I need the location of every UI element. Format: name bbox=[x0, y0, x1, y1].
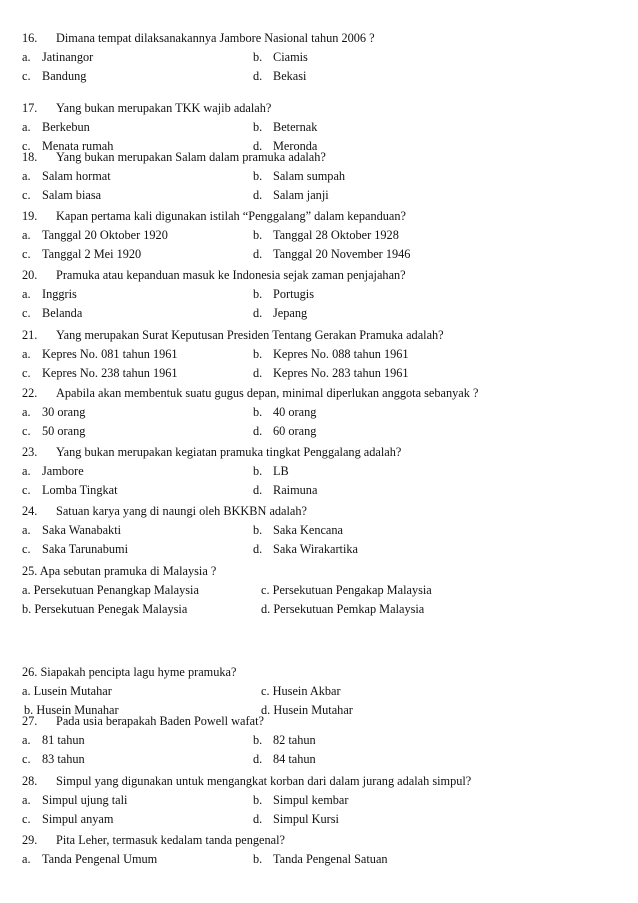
option-text: Salam sumpah bbox=[273, 169, 346, 183]
answer-option[interactable] bbox=[261, 581, 432, 600]
answer-option[interactable] bbox=[22, 347, 178, 361]
question-text: Siapakah pencipta lagu hyme pramuka? bbox=[40, 665, 237, 679]
answer-option[interactable] bbox=[22, 602, 187, 616]
answer-option[interactable] bbox=[253, 118, 317, 137]
option-text: Tanggal 20 Oktober 1920 bbox=[42, 228, 168, 242]
question-line bbox=[22, 772, 621, 791]
option-letter: b. bbox=[253, 523, 263, 537]
option-letter: b. bbox=[253, 169, 263, 183]
answer-option[interactable] bbox=[22, 852, 157, 866]
option-letter: b. bbox=[253, 793, 263, 807]
option-text: Tanggal 20 November 1946 bbox=[273, 247, 411, 261]
option-letter: a. bbox=[22, 347, 31, 361]
question-text: Yang bukan merupakan Salam dalam pramuka adalah? bbox=[56, 150, 326, 164]
option-letter: b. bbox=[253, 120, 263, 134]
option-letter: d. bbox=[253, 542, 263, 556]
option-text: 82 tahun bbox=[273, 733, 316, 747]
option-row bbox=[22, 682, 621, 701]
option-row bbox=[22, 750, 621, 769]
question-number: 21. bbox=[22, 328, 38, 342]
answer-option[interactable] bbox=[22, 405, 85, 419]
option-row bbox=[22, 285, 621, 304]
question-block bbox=[22, 207, 621, 264]
question-line bbox=[22, 99, 621, 118]
option-text: Tanda Pengenal Satuan bbox=[273, 852, 388, 866]
option-row bbox=[22, 521, 621, 540]
option-text: Jambore bbox=[42, 464, 84, 478]
answer-option[interactable] bbox=[22, 228, 168, 242]
option-letter: b. bbox=[24, 703, 34, 717]
question-number: 20. bbox=[22, 268, 38, 282]
option-letter: b. bbox=[253, 287, 263, 301]
answer-option[interactable] bbox=[253, 364, 409, 383]
question-block bbox=[22, 562, 621, 619]
question-text: Pramuka atau kepanduan masuk ke Indonesia sejak zaman penjajahan? bbox=[56, 268, 406, 282]
option-row bbox=[22, 731, 621, 750]
option-letter: a. bbox=[22, 684, 31, 698]
option-letter: c. bbox=[22, 812, 31, 826]
option-text: Meronda bbox=[273, 139, 318, 153]
question-text: Yang merupakan Surat Keputusan Presiden Tentang Gerakan Pramuka adalah? bbox=[56, 328, 444, 342]
question-block bbox=[22, 712, 621, 769]
option-letter: d. bbox=[253, 812, 263, 826]
answer-option[interactable] bbox=[22, 483, 118, 497]
option-letter: d. bbox=[253, 247, 263, 261]
answer-option[interactable] bbox=[22, 188, 101, 202]
option-letter: d. bbox=[253, 139, 263, 153]
answer-option[interactable] bbox=[22, 247, 141, 261]
option-row bbox=[22, 462, 621, 481]
question-line bbox=[22, 502, 621, 521]
option-row bbox=[22, 403, 621, 422]
option-text: Tanggal 28 Oktober 1928 bbox=[273, 228, 399, 242]
option-text: Menata rumah bbox=[42, 139, 114, 153]
answer-option[interactable] bbox=[253, 285, 314, 304]
option-letter: c. bbox=[22, 366, 31, 380]
option-text: Jatinangor bbox=[42, 50, 94, 64]
answer-option[interactable] bbox=[253, 521, 343, 540]
option-letter: c. bbox=[22, 188, 31, 202]
option-text: 50 orang bbox=[42, 424, 86, 438]
option-letter: d. bbox=[253, 188, 263, 202]
answer-option[interactable] bbox=[253, 403, 316, 422]
answer-option[interactable] bbox=[22, 120, 90, 134]
question-number: 29. bbox=[22, 833, 38, 847]
answer-option[interactable] bbox=[253, 731, 316, 750]
answer-option[interactable] bbox=[22, 684, 112, 698]
question-line bbox=[22, 326, 621, 345]
answer-option[interactable] bbox=[22, 793, 127, 807]
question-block bbox=[22, 29, 621, 86]
option-row bbox=[22, 118, 621, 137]
question-number: 27. bbox=[22, 714, 38, 728]
question-number: 18. bbox=[22, 150, 38, 164]
option-row bbox=[22, 791, 621, 810]
answer-option[interactable] bbox=[253, 422, 316, 441]
option-text: Kepres No. 283 tahun 1961 bbox=[273, 366, 409, 380]
question-line bbox=[22, 148, 621, 167]
option-letter: c. bbox=[261, 583, 270, 597]
option-letter: b. bbox=[253, 405, 263, 419]
option-text: 81 tahun bbox=[42, 733, 85, 747]
question-block bbox=[22, 326, 621, 383]
question-text: Satuan karya yang di naungi oleh BKKBN adalah? bbox=[56, 504, 307, 518]
answer-option[interactable] bbox=[22, 287, 77, 301]
option-letter: a. bbox=[22, 228, 31, 242]
option-row bbox=[22, 304, 621, 323]
answer-option[interactable] bbox=[22, 169, 111, 183]
option-letter: c. bbox=[22, 69, 31, 83]
option-row bbox=[22, 167, 621, 186]
answer-option[interactable] bbox=[253, 481, 317, 500]
question-line bbox=[22, 266, 621, 285]
answer-option[interactable] bbox=[253, 226, 399, 245]
option-text: Saka Tarunabumi bbox=[42, 542, 128, 556]
option-letter: c. bbox=[22, 424, 31, 438]
option-letter: c. bbox=[261, 684, 270, 698]
answer-option[interactable] bbox=[253, 67, 306, 86]
option-text: Saka Wanabakti bbox=[42, 523, 122, 537]
option-row bbox=[22, 422, 621, 441]
option-letter: d. bbox=[253, 483, 263, 497]
option-letter: b. bbox=[253, 464, 263, 478]
option-letter: a. bbox=[22, 405, 31, 419]
option-text: Salam hormat bbox=[42, 169, 111, 183]
option-text: Salam janji bbox=[273, 188, 329, 202]
option-letter: a. bbox=[22, 583, 31, 597]
option-letter: a. bbox=[22, 733, 31, 747]
question-number: 19. bbox=[22, 209, 38, 223]
option-row bbox=[22, 481, 621, 500]
option-row bbox=[22, 67, 621, 86]
option-text: Husein Munahar bbox=[36, 703, 119, 717]
option-text: Lomba Tingkat bbox=[42, 483, 118, 497]
answer-option[interactable] bbox=[253, 750, 316, 769]
option-letter: d. bbox=[253, 424, 263, 438]
answer-option[interactable] bbox=[253, 345, 409, 364]
option-letter: b. bbox=[253, 50, 263, 64]
question-number: 16. bbox=[22, 31, 38, 45]
option-letter: b. bbox=[253, 733, 263, 747]
option-row bbox=[22, 186, 621, 205]
option-row bbox=[22, 540, 621, 559]
question-block bbox=[22, 266, 621, 323]
question-text: Yang bukan merupakan TKK wajib adalah? bbox=[56, 101, 272, 115]
question-line bbox=[22, 712, 621, 731]
option-letter: c. bbox=[22, 247, 31, 261]
option-text: Persekutuan Pengakap Malaysia bbox=[272, 583, 432, 597]
answer-option[interactable] bbox=[253, 791, 348, 810]
option-text: Simpul anyam bbox=[42, 812, 114, 826]
option-text: 60 orang bbox=[273, 424, 317, 438]
answer-option[interactable] bbox=[22, 583, 199, 597]
question-text: Pada usia berapakah Baden Powell wafat? bbox=[56, 714, 264, 728]
option-text: Saka Wirakartika bbox=[273, 542, 358, 556]
option-text: Bekasi bbox=[273, 69, 307, 83]
option-letter: b. bbox=[253, 228, 263, 242]
option-text: Portugis bbox=[273, 287, 314, 301]
option-letter: d. bbox=[253, 752, 263, 766]
option-letter: a. bbox=[22, 464, 31, 478]
answer-option[interactable] bbox=[22, 464, 84, 478]
option-text: Lusein Mutahar bbox=[33, 684, 112, 698]
option-text: Persekutuan Penegak Malaysia bbox=[34, 602, 188, 616]
answer-option[interactable] bbox=[22, 366, 178, 380]
option-text: Persekutuan Pemkap Malaysia bbox=[273, 602, 425, 616]
question-text: Simpul yang digunakan untuk mengangkat korban dari dalam jurang adalah simpul? bbox=[56, 774, 472, 788]
answer-option[interactable] bbox=[22, 812, 113, 826]
answer-option[interactable] bbox=[22, 523, 121, 537]
question-block bbox=[22, 148, 621, 205]
option-letter: b. bbox=[253, 852, 263, 866]
option-text: Simpul Kursi bbox=[273, 812, 339, 826]
option-text: LB bbox=[273, 464, 289, 478]
question-text: Pita Leher, termasuk kedalam tanda pengenal? bbox=[56, 833, 285, 847]
question-number: 26. bbox=[22, 665, 38, 679]
question-text: Apa sebutan pramuka di Malaysia ? bbox=[39, 564, 217, 578]
answer-option[interactable] bbox=[253, 167, 345, 186]
option-text: Ciamis bbox=[273, 50, 308, 64]
question-line bbox=[22, 562, 621, 581]
question-line bbox=[22, 207, 621, 226]
option-text: Salam biasa bbox=[42, 188, 102, 202]
option-text: Raimuna bbox=[273, 483, 318, 497]
option-text: 84 tahun bbox=[273, 752, 316, 766]
option-text: Berkebun bbox=[42, 120, 90, 134]
option-text: Persekutuan Penangkap Malaysia bbox=[33, 583, 199, 597]
option-letter: d. bbox=[253, 69, 263, 83]
answer-option[interactable] bbox=[22, 752, 85, 766]
answer-option[interactable] bbox=[22, 306, 82, 320]
option-letter: c. bbox=[22, 306, 31, 320]
option-row bbox=[22, 364, 621, 383]
question-number: 23. bbox=[22, 445, 38, 459]
option-text: Kepres No. 081 tahun 1961 bbox=[42, 347, 178, 361]
answer-option[interactable] bbox=[253, 540, 358, 559]
question-text: Yang bukan merupakan kegiatan pramuka tingkat Penggalang adalah? bbox=[56, 445, 402, 459]
option-text: Kepres No. 088 tahun 1961 bbox=[273, 347, 409, 361]
option-text: Inggris bbox=[42, 287, 77, 301]
question-number: 17. bbox=[22, 101, 38, 115]
question-number: 24. bbox=[22, 504, 38, 518]
option-row bbox=[22, 600, 621, 619]
question-number: 28. bbox=[22, 774, 38, 788]
option-text: Beternak bbox=[273, 120, 318, 134]
option-text: Husein Akbar bbox=[272, 684, 341, 698]
question-text: Kapan pertama kali digunakan istilah “Penggalang” dalam kepanduan? bbox=[56, 209, 406, 223]
question-line bbox=[22, 443, 621, 462]
option-row bbox=[22, 810, 621, 829]
option-letter: d. bbox=[261, 602, 271, 616]
option-text: 30 orang bbox=[42, 405, 86, 419]
answer-option[interactable] bbox=[253, 462, 289, 481]
option-text: Bandung bbox=[42, 69, 87, 83]
answer-option[interactable] bbox=[22, 424, 85, 438]
question-line bbox=[22, 29, 621, 48]
answer-option[interactable] bbox=[253, 304, 307, 323]
option-text: Husein Mutahar bbox=[273, 703, 353, 717]
answer-option[interactable] bbox=[261, 600, 424, 619]
option-letter: a. bbox=[22, 120, 31, 134]
option-row bbox=[22, 245, 621, 264]
answer-option[interactable] bbox=[253, 186, 329, 205]
option-letter: d. bbox=[253, 306, 263, 320]
question-block bbox=[22, 831, 621, 869]
question-text: Apabila akan membentuk suatu gugus depan, minimal diperlukan anggota sebanyak ? bbox=[56, 386, 479, 400]
answer-option[interactable] bbox=[261, 682, 341, 701]
question-block bbox=[22, 502, 621, 559]
option-letter: a. bbox=[22, 287, 31, 301]
option-letter: a. bbox=[22, 50, 31, 64]
question-line bbox=[22, 831, 621, 850]
option-text: Saka Kencana bbox=[273, 523, 343, 537]
question-line bbox=[22, 384, 621, 403]
question-text: Dimana tempat dilaksanakannya Jambore Nasional tahun 2006 ? bbox=[56, 31, 375, 45]
option-text: 83 tahun bbox=[42, 752, 85, 766]
option-letter: c. bbox=[22, 483, 31, 497]
answer-option[interactable] bbox=[22, 69, 86, 83]
option-text: Jepang bbox=[273, 306, 308, 320]
option-row bbox=[22, 48, 621, 67]
question-block bbox=[22, 384, 621, 441]
answer-option[interactable] bbox=[22, 542, 128, 556]
option-text: Kepres No. 238 tahun 1961 bbox=[42, 366, 178, 380]
answer-option[interactable] bbox=[253, 245, 410, 264]
option-text: Simpul kembar bbox=[273, 793, 349, 807]
question-number: 22. bbox=[22, 386, 38, 400]
option-row bbox=[22, 850, 621, 869]
option-letter: a. bbox=[22, 852, 31, 866]
answer-option[interactable] bbox=[22, 733, 85, 747]
option-letter: a. bbox=[22, 169, 31, 183]
option-text: Tanda Pengenal Umum bbox=[42, 852, 158, 866]
option-letter: d. bbox=[261, 703, 271, 717]
option-row bbox=[22, 226, 621, 245]
option-letter: c. bbox=[22, 542, 31, 556]
option-letter: d. bbox=[253, 366, 263, 380]
answer-option[interactable] bbox=[253, 850, 388, 869]
question-block bbox=[22, 772, 621, 829]
option-letter: b. bbox=[22, 602, 32, 616]
question-block bbox=[22, 443, 621, 500]
answer-option[interactable] bbox=[253, 810, 339, 829]
option-letter: b. bbox=[253, 347, 263, 361]
option-row bbox=[22, 345, 621, 364]
question-number: 25. bbox=[22, 564, 38, 578]
answer-option[interactable] bbox=[253, 48, 308, 67]
option-text: Belanda bbox=[42, 306, 83, 320]
option-letter: a. bbox=[22, 793, 31, 807]
question-line bbox=[22, 663, 621, 682]
answer-option[interactable] bbox=[22, 50, 93, 64]
option-letter: a. bbox=[22, 523, 31, 537]
option-letter: c. bbox=[22, 139, 31, 153]
option-row bbox=[22, 581, 621, 600]
option-text: 40 orang bbox=[273, 405, 317, 419]
option-text: Tanggal 2 Mei 1920 bbox=[42, 247, 142, 261]
option-letter: c. bbox=[22, 752, 31, 766]
option-text: Simpul ujung tali bbox=[42, 793, 128, 807]
